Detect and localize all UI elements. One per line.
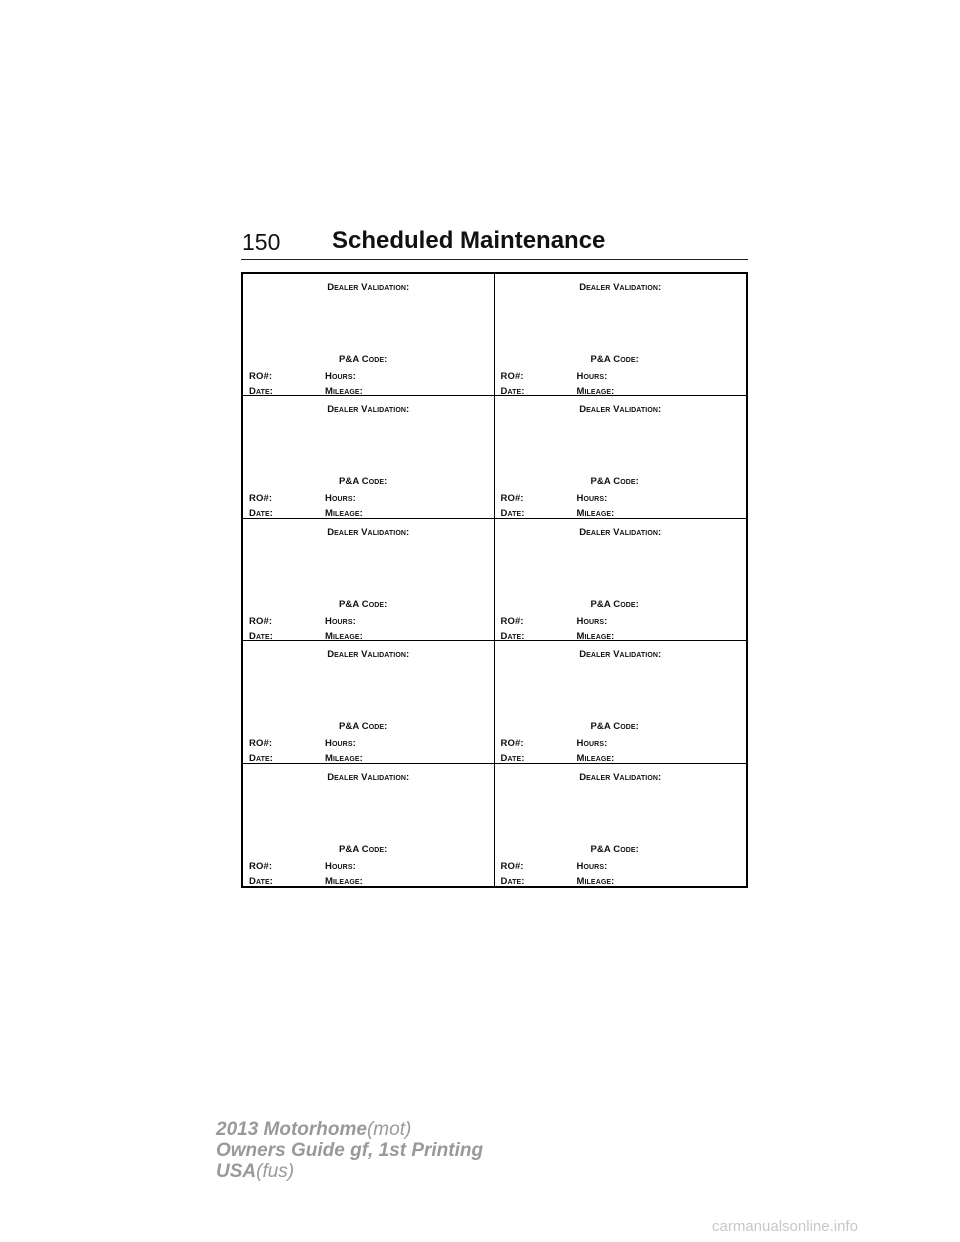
validation-record bbox=[495, 519, 747, 641]
pa-code-label: P&A Code: bbox=[590, 354, 639, 365]
validation-record bbox=[243, 519, 495, 641]
pa-code-label: P&A Code: bbox=[339, 721, 388, 733]
date-label: Date: bbox=[500, 508, 525, 520]
dealer-validation-label: Dealer Validation: bbox=[327, 404, 410, 416]
hours-label: Hours: bbox=[576, 738, 608, 750]
mileage-label: Mileage: bbox=[576, 386, 615, 397]
footer-model: 2013 Motorhome bbox=[216, 1119, 367, 1140]
ro-number-label: RO#: bbox=[249, 615, 273, 627]
footer-country: USA bbox=[216, 1161, 257, 1182]
page-title: Scheduled Maintenance bbox=[332, 227, 606, 254]
date-label: Date: bbox=[249, 630, 274, 642]
hours-label: Hours: bbox=[325, 371, 356, 382]
pa-code-label: P&A Code: bbox=[590, 721, 639, 733]
footer-printing: Owners Guide gf, 1st Printing bbox=[216, 1140, 484, 1161]
ro-number-label: RO#: bbox=[500, 615, 524, 627]
mileage-label: Mileage: bbox=[325, 875, 363, 887]
date-label: Date: bbox=[500, 630, 525, 642]
pa-code-label: P&A Code: bbox=[339, 598, 388, 610]
hours-label: Hours: bbox=[325, 615, 356, 627]
hours-label: Hours: bbox=[325, 493, 356, 505]
validation-record bbox=[243, 274, 495, 396]
date-label: Date: bbox=[249, 875, 274, 887]
validation-record bbox=[495, 396, 747, 518]
mileage-label: Mileage: bbox=[576, 508, 615, 520]
ro-number-label: RO#: bbox=[500, 371, 524, 382]
ro-number-label: RO#: bbox=[500, 738, 524, 750]
hours-label: Hours: bbox=[576, 493, 608, 505]
dealer-validation-label: Dealer Validation: bbox=[579, 282, 662, 293]
dealer-validation-label: Dealer Validation: bbox=[327, 771, 410, 783]
date-label: Date: bbox=[249, 508, 274, 520]
mileage-label: Mileage: bbox=[576, 753, 615, 765]
pa-code-label: P&A Code: bbox=[339, 843, 388, 855]
date-label: Date: bbox=[500, 875, 525, 887]
mileage-label: Mileage: bbox=[325, 630, 363, 642]
ro-number-label: RO#: bbox=[500, 860, 524, 872]
ro-number-label: RO#: bbox=[249, 860, 273, 872]
mileage-label: Mileage: bbox=[576, 630, 615, 642]
ro-number-label: RO#: bbox=[249, 738, 273, 750]
pa-code-label: P&A Code: bbox=[339, 354, 388, 365]
ro-number-label: RO#: bbox=[249, 493, 273, 505]
hours-label: Hours: bbox=[576, 860, 608, 872]
hours-label: Hours: bbox=[576, 615, 608, 627]
dealer-validation-label: Dealer Validation: bbox=[327, 649, 410, 661]
footer-model-code: (mot) bbox=[366, 1119, 412, 1140]
ro-number-label: RO#: bbox=[500, 493, 524, 505]
validation-record bbox=[495, 641, 747, 763]
pa-code-label: P&A Code: bbox=[590, 843, 639, 855]
dealer-validation-grid bbox=[241, 272, 748, 888]
pa-code-label: P&A Code: bbox=[590, 476, 639, 488]
dealer-validation-label: Dealer Validation: bbox=[327, 282, 410, 293]
mileage-label: Mileage: bbox=[325, 753, 363, 765]
validation-record bbox=[243, 641, 495, 763]
hours-label: Hours: bbox=[576, 371, 608, 382]
date-label: Date: bbox=[500, 753, 525, 765]
mileage-label: Mileage: bbox=[325, 508, 363, 520]
date-label: Date: bbox=[249, 753, 274, 765]
ro-number-label: RO#: bbox=[249, 371, 273, 382]
date-label: Date: bbox=[249, 386, 274, 397]
pa-code-label: P&A Code: bbox=[590, 598, 639, 610]
header-rule bbox=[241, 259, 748, 260]
validation-record bbox=[243, 396, 495, 518]
mileage-label: Mileage: bbox=[576, 875, 615, 887]
dealer-validation-label: Dealer Validation: bbox=[579, 649, 662, 661]
dealer-validation-label: Dealer Validation: bbox=[579, 771, 662, 783]
dealer-validation-label: Dealer Validation: bbox=[579, 404, 662, 416]
footer-edition bbox=[216, 1119, 411, 1140]
mileage-label: Mileage: bbox=[325, 386, 363, 397]
dealer-validation-label: Dealer Validation: bbox=[327, 526, 410, 538]
footer-country-code: (fus) bbox=[256, 1161, 295, 1182]
validation-record bbox=[495, 274, 747, 396]
validation-record bbox=[495, 764, 747, 886]
watermark: carmanualsonline.info bbox=[712, 1218, 858, 1235]
dealer-validation-label: Dealer Validation: bbox=[579, 526, 662, 538]
pa-code-label: P&A Code: bbox=[339, 476, 388, 488]
date-label: Date: bbox=[500, 386, 525, 397]
page-number: 150 bbox=[242, 229, 281, 255]
footer-market bbox=[216, 1161, 294, 1182]
validation-record bbox=[243, 764, 495, 886]
hours-label: Hours: bbox=[325, 860, 356, 872]
hours-label: Hours: bbox=[325, 738, 356, 750]
